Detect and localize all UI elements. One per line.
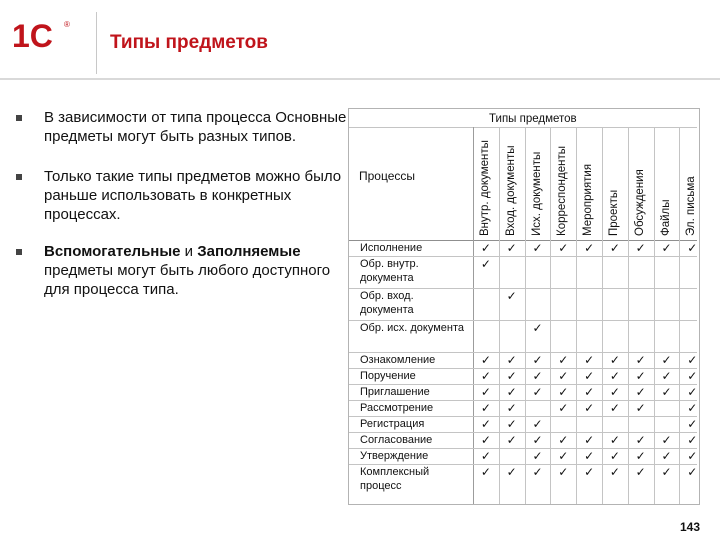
check-mark: ✓ [506, 369, 517, 383]
check-mark: ✓ [609, 369, 620, 383]
check-mark: ✓ [635, 465, 646, 479]
check-mark: ✓ [506, 241, 517, 255]
bullet-list [14, 108, 354, 318]
check-mark: ✓ [661, 353, 672, 367]
check-mark: ✓ [635, 369, 646, 383]
bullet-item-1: В зависимости от типа процесса Основные предметы могут быть разных типов. [14, 108, 354, 146]
check-mark: ✓ [584, 369, 595, 383]
check-mark: ✓ [480, 369, 491, 383]
column-header: Файлы [659, 199, 672, 236]
check-mark: ✓ [532, 433, 543, 447]
check-mark: ✓ [480, 241, 491, 255]
check-mark: ✓ [506, 465, 517, 479]
row-line [349, 288, 697, 289]
check-mark: ✓ [635, 401, 646, 415]
row-line [349, 320, 697, 321]
check-mark: ✓ [584, 385, 595, 399]
check-mark: ✓ [635, 433, 646, 447]
bullet-item-2: Только такие типы предметов можно было раньше использовать в конкретных процессах. [14, 167, 354, 224]
process-name: Поручение [360, 370, 416, 382]
check-mark: ✓ [661, 385, 672, 399]
check-mark: ✓ [635, 241, 646, 255]
check-mark: ✓ [532, 385, 543, 399]
check-mark: ✓ [584, 401, 595, 415]
check-mark: ✓ [687, 385, 698, 399]
process-name: Утверждение [360, 450, 429, 462]
process-name: Исполнение [360, 242, 423, 254]
check-mark: ✓ [635, 353, 646, 367]
check-mark: ✓ [584, 465, 595, 479]
check-mark: ✓ [506, 433, 517, 447]
process-name: Согласование [360, 434, 433, 446]
column-header: Внутр. документы [479, 140, 491, 236]
check-mark: ✓ [506, 289, 517, 303]
column-header: Обсуждения [633, 169, 646, 236]
check-mark: ✓ [532, 449, 543, 463]
column-header: Мероприятия [582, 163, 595, 236]
check-mark: ✓ [558, 241, 569, 255]
check-mark: ✓ [532, 369, 543, 383]
row-line [349, 256, 697, 257]
check-mark: ✓ [558, 401, 569, 415]
check-mark: ✓ [687, 241, 698, 255]
column-header: Исх. документы [530, 151, 543, 236]
check-mark: ✓ [480, 465, 491, 479]
check-mark: ✓ [584, 449, 595, 463]
check-mark: ✓ [609, 353, 620, 367]
check-mark: ✓ [609, 465, 620, 479]
check-mark: ✓ [687, 401, 698, 415]
processes-header: Процессы [359, 169, 416, 183]
check-mark: ✓ [609, 433, 620, 447]
check-mark: ✓ [506, 353, 517, 367]
check-mark: ✓ [558, 369, 569, 383]
check-mark: ✓ [609, 385, 620, 399]
check-mark: ✓ [661, 241, 672, 255]
slide-title: Типы предметов [110, 32, 268, 53]
check-mark: ✓ [480, 385, 491, 399]
check-mark: ✓ [609, 401, 620, 415]
check-mark: ✓ [558, 385, 569, 399]
check-mark: ✓ [687, 433, 698, 447]
title-divider [0, 78, 720, 80]
check-mark: ✓ [480, 417, 491, 431]
check-mark: ✓ [506, 385, 517, 399]
check-mark: ✓ [480, 433, 491, 447]
logo-text: 1С [12, 18, 53, 52]
check-mark: ✓ [584, 353, 595, 367]
1c-logo [12, 18, 74, 52]
check-mark: ✓ [661, 369, 672, 383]
check-mark: ✓ [635, 449, 646, 463]
row-line [349, 416, 697, 417]
check-mark: ✓ [609, 449, 620, 463]
check-mark: ✓ [532, 465, 543, 479]
check-mark: ✓ [687, 417, 698, 431]
check-mark: ✓ [558, 353, 569, 367]
svg-text:®: ® [64, 20, 70, 29]
column-header: Проекты [608, 189, 620, 236]
process-name: Регистрация [360, 418, 425, 430]
column-header: Эл. письма [685, 176, 698, 236]
column-header: Корреспонденты [556, 146, 569, 236]
check-mark: ✓ [532, 321, 543, 335]
check-mark: ✓ [661, 433, 672, 447]
check-mark: ✓ [635, 385, 646, 399]
check-mark: ✓ [480, 401, 491, 415]
process-name: Комплексный процесс [360, 466, 430, 492]
process-name: Обр. внутр. документа [360, 258, 419, 284]
check-mark: ✓ [558, 449, 569, 463]
check-mark: ✓ [480, 257, 491, 271]
check-mark: ✓ [661, 449, 672, 463]
process-name: Рассмотрение [360, 402, 434, 414]
page-number: 143 [679, 520, 700, 534]
column-header: Вход. документы [504, 145, 517, 236]
check-mark: ✓ [687, 353, 698, 367]
process-name: Приглашение [360, 386, 430, 398]
check-mark: ✓ [480, 449, 491, 463]
check-mark: ✓ [687, 369, 698, 383]
check-mark: ✓ [609, 241, 620, 255]
title-separator [96, 12, 97, 74]
check-mark: ✓ [687, 449, 698, 463]
check-mark: ✓ [506, 417, 517, 431]
bullet-item-3: Вспомогательные и Заполняемые предметы могут быть любого доступного для процесса типа. [14, 242, 354, 299]
check-mark: ✓ [532, 353, 543, 367]
check-mark: ✓ [584, 241, 595, 255]
check-mark: ✓ [558, 433, 569, 447]
check-mark: ✓ [558, 465, 569, 479]
process-subject-types-table [348, 108, 700, 505]
check-mark: ✓ [532, 241, 543, 255]
check-mark: ✓ [661, 465, 672, 479]
check-mark: ✓ [687, 465, 698, 479]
process-name: Обр. исх. документа [360, 322, 464, 334]
table-title: Типы предметов [489, 113, 577, 125]
check-mark: ✓ [480, 353, 491, 367]
check-mark: ✓ [506, 401, 517, 415]
process-name: Ознакомление [360, 354, 436, 366]
check-mark: ✓ [532, 417, 543, 431]
process-name: Обр. вход. документа [360, 290, 414, 316]
check-mark: ✓ [584, 433, 595, 447]
table-title-line [349, 127, 697, 128]
